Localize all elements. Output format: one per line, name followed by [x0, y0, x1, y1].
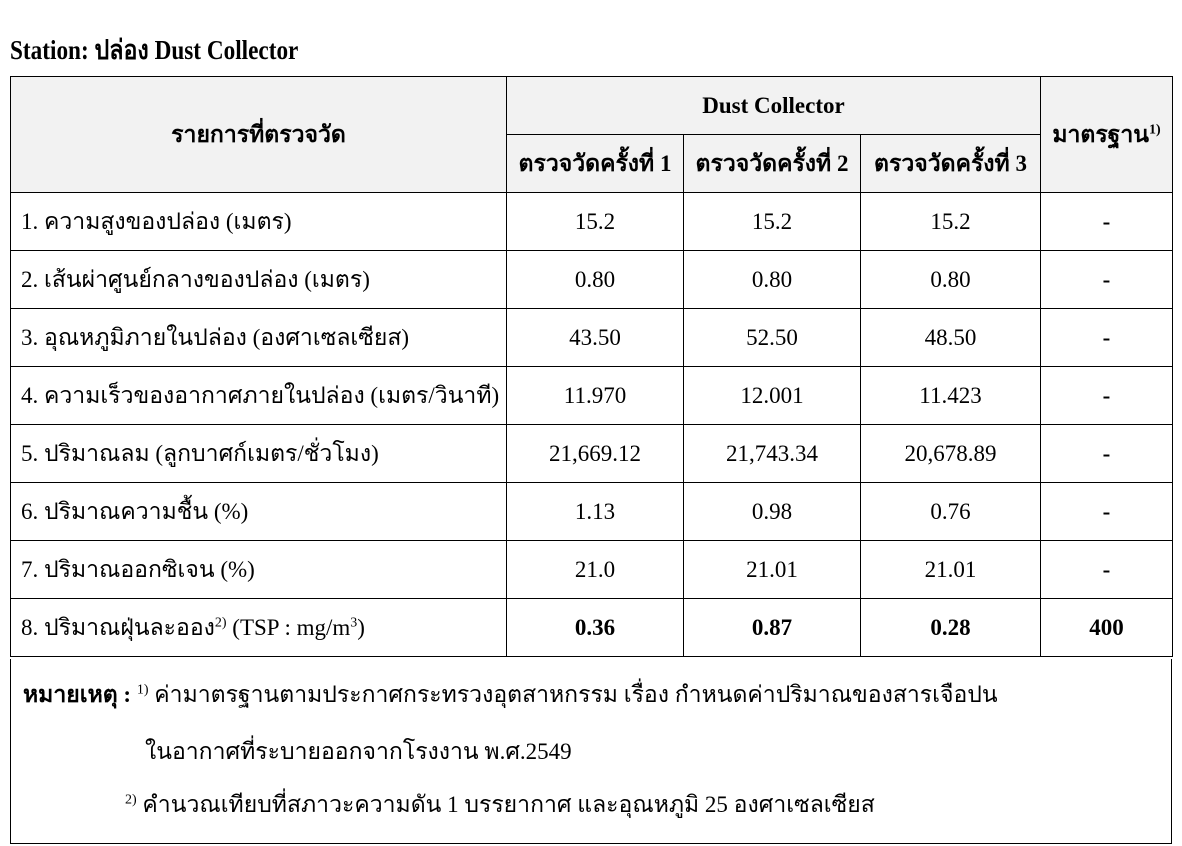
table-row	[11, 541, 1173, 599]
row-item: 2. เส้นผ่าศูนย์กลางของปล่อง (เมตร)	[11, 251, 507, 309]
note-1-line-1	[23, 677, 998, 713]
row-value: 21,669.12	[507, 425, 684, 483]
note-2-line	[125, 787, 875, 823]
tsp-item-mid: (TSP : mg/m	[226, 614, 351, 640]
header-measurement-3: ตรวจวัดครั้งที่ 3	[861, 135, 1041, 193]
row-value: 15.2	[684, 193, 861, 251]
row-standard: -	[1041, 541, 1173, 599]
note-2-sup: 2)	[125, 792, 137, 808]
tsp-standard: 400	[1041, 599, 1173, 657]
measurement-table	[10, 76, 1173, 657]
row-value: 20,678.89	[861, 425, 1041, 483]
row-value: 11.970	[507, 367, 684, 425]
tsp-value: 0.36	[507, 599, 684, 657]
row-value: 15.2	[861, 193, 1041, 251]
tsp-item-sup: 2)	[214, 614, 227, 630]
header-item: รายการที่ตรวจวัด	[11, 77, 507, 193]
table-row	[11, 193, 1173, 251]
table-row	[11, 251, 1173, 309]
row-item: 3. อุณหภูมิภายในปล่อง (องศาเซลเซียส)	[11, 309, 507, 367]
note-1-sup: 1)	[136, 682, 149, 698]
row-value: 11.423	[861, 367, 1041, 425]
note-2-text: คำนวณเทียบที่สภาวะความดัน 1 บรรยากาศ และอุณหภูมิ 25 องศาเซลเซียส	[142, 792, 875, 817]
row-value: 43.50	[507, 309, 684, 367]
row-value: 21.01	[684, 541, 861, 599]
tsp-row-item	[11, 599, 507, 657]
row-item: 7. ปริมาณออกซิเจน (%)	[11, 541, 507, 599]
tsp-item-suffix: )	[357, 614, 365, 640]
row-item: 1. ความสูงของปล่อง (เมตร)	[11, 193, 507, 251]
notes-label: หมายเหตุ :	[23, 682, 132, 707]
header-standard-sup: 1)	[1149, 121, 1161, 137]
row-value: 0.80	[861, 251, 1041, 309]
row-value: 15.2	[507, 193, 684, 251]
header-measurement-1: ตรวจวัดครั้งที่ 1	[507, 135, 684, 193]
row-standard: -	[1041, 193, 1173, 251]
notes-box	[10, 659, 1172, 844]
note-1-text: ค่ามาตรฐานตามประกาศกระทรวงอุตสาหกรรม เรื่อง กำหนดค่าปริมาณของสารเจือปน	[154, 682, 998, 707]
station-title	[10, 28, 298, 71]
row-standard: -	[1041, 251, 1173, 309]
row-standard: -	[1041, 483, 1173, 541]
row-value: 0.98	[684, 483, 861, 541]
note-1-line-2	[145, 734, 572, 770]
tsp-value: 0.28	[861, 599, 1041, 657]
row-value: 0.76	[861, 483, 1041, 541]
table-row	[11, 483, 1173, 541]
row-value: 48.50	[861, 309, 1041, 367]
header-standard	[1041, 77, 1173, 193]
row-value: 21,743.34	[684, 425, 861, 483]
row-value: 52.50	[684, 309, 861, 367]
table-row	[11, 309, 1173, 367]
table-row	[11, 425, 1173, 483]
row-standard: -	[1041, 425, 1173, 483]
row-standard: -	[1041, 309, 1173, 367]
row-value: 12.001	[684, 367, 861, 425]
row-item: 6. ปริมาณความชื้น (%)	[11, 483, 507, 541]
station-name: ปล่อง Dust Collector	[94, 35, 299, 65]
header-standard-label: มาตรฐาน	[1052, 121, 1150, 147]
tsp-value: 0.87	[684, 599, 861, 657]
row-value: 21.01	[861, 541, 1041, 599]
row-standard: -	[1041, 367, 1173, 425]
header-measurement-2: ตรวจวัดครั้งที่ 2	[684, 135, 861, 193]
row-value: 1.13	[507, 483, 684, 541]
row-value: 21.0	[507, 541, 684, 599]
table-row-tsp	[11, 599, 1173, 657]
row-value: 0.80	[684, 251, 861, 309]
row-value: 0.80	[507, 251, 684, 309]
tsp-item-unit-sup: 3	[350, 614, 358, 630]
table-row	[11, 367, 1173, 425]
tsp-item-prefix: 8. ปริมาณฝุ่นละออง	[21, 614, 215, 640]
row-item: 4. ความเร็วของอากาศภายในปล่อง (เมตร/วินาที)	[11, 367, 507, 425]
row-item: 5. ปริมาณลม (ลูกบาศก์เมตร/ชั่วโมง)	[11, 425, 507, 483]
header-group: Dust Collector	[507, 77, 1041, 135]
note-1-text-cont: ในอากาศที่ระบายออกจากโรงงาน พ.ศ.2549	[145, 739, 572, 764]
station-label: Station:	[10, 35, 89, 65]
